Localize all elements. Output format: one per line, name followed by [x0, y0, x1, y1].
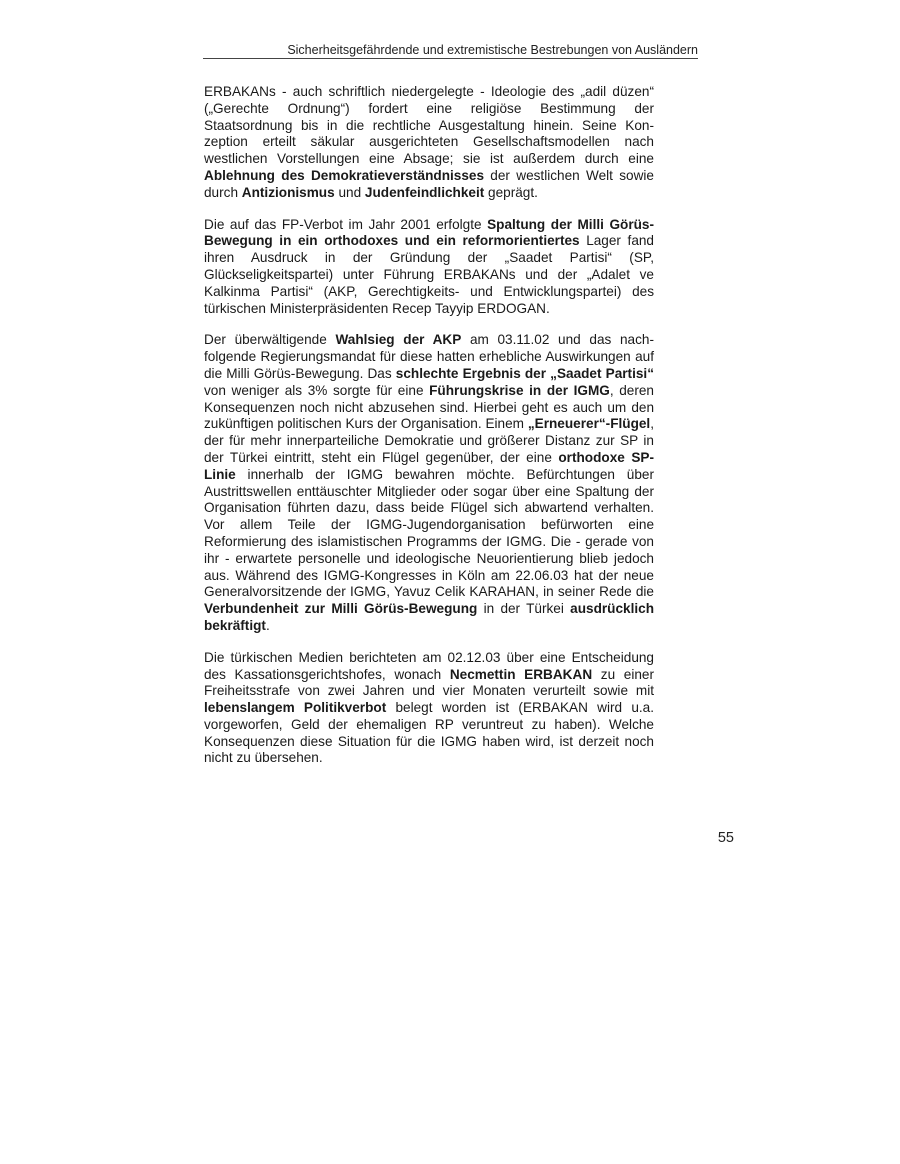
text-run: von weniger als 3% sorgte für eine — [204, 382, 430, 398]
text-run: innerhalb der IGMG bewahren möchte. Befürchtungen über Austrittswellen enttäuschter Mitglieder oder sogar über eine Spaltung der Organisation führten dazu, dass beide Flügel sich abwartend verhalten. Vor allem Teile der IGMG-Jugendorganisation befürworten eine Reformierung des islamistischen Programms der IGMG. Die - gerade von ihr - erwartete personelle und ideologische Neuorientierung blieb jedoch aus. Während des IGMG-Kongresses in Köln am 22.06.03 hat der neue Generalvorsitzende der IGMG, Yavuz Celik KARAHAN, in seiner Rede die — [204, 466, 654, 600]
emphasis-text: Necmettin ERBAKAN — [449, 666, 593, 682]
emphasis-text: Antizionismus — [241, 184, 335, 200]
text-run: Die türkischen Medien berichteten am 02.12.03 über eine Entscheidung des Kassationsgerichtshofes, wonach — [204, 649, 654, 682]
paragraph — [204, 84, 654, 202]
text-run: , deren Konsequenzen noch nicht abzusehen sind. Hierbei geht es auch um den zukünftigen politischen Kurs der Organisation. Einem — [204, 382, 654, 432]
emphasis-text: „Erneuerer“-Flügel — [527, 416, 651, 432]
emphasis-text: Spaltung der Milli Görüs-Bewegung in ein orthodoxes und ein reformorientiertes — [204, 216, 654, 249]
emphasis-text: orthodoxe SP-Linie — [204, 449, 654, 482]
text-run: belegt worden ist (ERBAKAN wird u.a. vorgeworfen, Geld der ehemaligen RP veruntreut zu haben). Welche Konsequenzen diese Situation für die IGMG haben wird, ist derzeit noch nicht zu übersehen. — [204, 700, 654, 766]
text-run: ERBAKANs - auch schriftlich niedergelegte - Ideologie des „adil düzen“ („Gerechte Ordnung“) fordert eine religiöse Bestimmung der Staatsordnung bis in die rechtliche Ausgestaltung hinein. Seine Konzeption erteilt säkular ausgerichteten Gesellschaftsmodellen nach westlichen Vorstellungen eine Absage; sie ist außerdem durch eine — [204, 84, 654, 167]
page-number: 55 — [717, 830, 734, 846]
emphasis-text: ausdrücklich bekräftigt — [204, 601, 654, 633]
text-run: Der überwältigende — [204, 332, 336, 348]
emphasis-text: Judenfeindlichkeit — [364, 184, 485, 200]
paragraph — [204, 332, 654, 634]
body-text — [204, 84, 654, 767]
paragraph — [204, 650, 654, 768]
text-run: und — [334, 184, 365, 200]
paragraph — [204, 217, 654, 318]
text-run: , der für mehr innerparteiliche Demokratie und größerer Distanz zur SP in der Türkei eintritt, steht ein Flügel gegenüber, der eine — [204, 416, 654, 465]
emphasis-text: lebenslangem Politikverbot — [204, 700, 387, 716]
emphasis-text: Verbundenheit zur Milli Görüs-Bewegung — [204, 601, 478, 617]
emphasis-text: Ablehnung des Demokratieverständnisses — [204, 167, 485, 183]
text-run: der westlichen Welt sowie durch — [204, 167, 654, 200]
text-run: Lager fand ihren Ausdruck in der Gründung der „Saadet Partisi“ (SP, Glückseligkeitspartei) unter Führung ERBAKANs und der „Adalet ve Kalkinma Partisi“ (AKP, Gerechtigkeits- und Entwicklungspartei) des türkischen Ministerpräsidenten Recep Tayyip ERDOGAN. — [204, 233, 654, 316]
text-run: Die auf das FP-Verbot im Jahr 2001 erfolgte — [204, 216, 488, 232]
emphasis-text: Führungskrise in der IGMG — [429, 382, 610, 398]
header-rule — [203, 58, 698, 59]
emphasis-text: Wahlsieg der AKP — [335, 332, 462, 348]
running-header: Sicherheitsgefährdende und extremistische Bestrebungen von Ausländern — [287, 43, 698, 57]
text-run: zu einer Freiheitsstrafe von zwei Jahren und vier Monaten verurteilt sowie mit — [204, 666, 654, 699]
text-run: geprägt. — [484, 184, 538, 200]
text-run: . — [265, 617, 270, 633]
emphasis-text: schlechte Ergebnis der „Saadet Partisi“ — [395, 365, 654, 381]
text-run: am 03.11.02 und das nachfolgende Regierungsmandat für diese hatten erhebliche Auswirkungen auf die Milli Görüs-Bewegung. Das — [204, 332, 654, 381]
text-run: in der Türkei — [477, 601, 571, 617]
